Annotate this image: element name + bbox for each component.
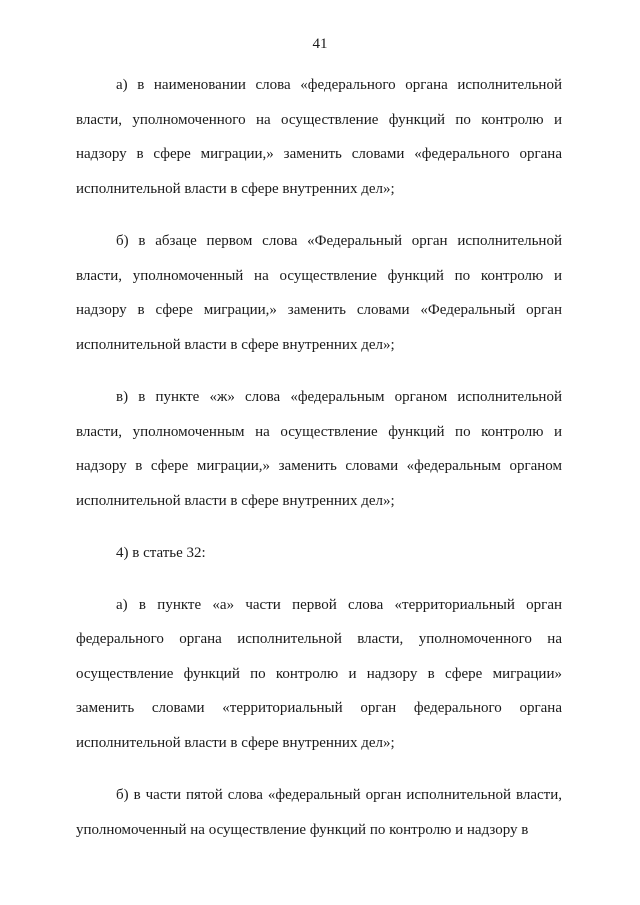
page-number: 41	[312, 36, 328, 52]
paragraph-article-32: 4) в статье 32:	[116, 545, 206, 561]
paragraph-b-part-five: б) в части пятой слова «федеральный орган исполнительной власти, уполномоченный на осуществление функций по контролю и надзору в	[76, 787, 562, 838]
paragraph-b-first-indent: б) в абзаце первом слова «Федеральный орган исполнительной власти, уполномоченный на осуществление функций по контролю и надзору в сфере миграции,» заменить словами «Федеральный орган исполнительной власти в сфере внутренних дел»;	[76, 233, 562, 353]
paragraph-v-item-zh: в) в пункте «ж» слова «федеральным органом исполнительной власти, уполномоченным на осуществление функций по контролю и надзору в сфере миграции,» заменить словами «федеральным органом исполнительной власти в сфере внутренних дел»;	[76, 389, 562, 509]
paragraph-a-title: а) в наименовании слова «федерального органа исполнительной власти, уполномоченного на осуществление функций по контролю и надзору в сфере миграции,» заменить словами «федерального органа исполнительной власти в сфере внутренних дел»;	[76, 77, 562, 197]
document-body	[76, 68, 562, 865]
paragraph-a-item-a: а) в пункте «а» части первой слова «территориальный орган федерального органа исполнительной власти, уполномоченного на осуществление функций по контролю и надзору в сфере миграции» заменить словами «территориальный орган федерального органа исполнительной власти в сфере внутренних дел»;	[76, 596, 562, 751]
